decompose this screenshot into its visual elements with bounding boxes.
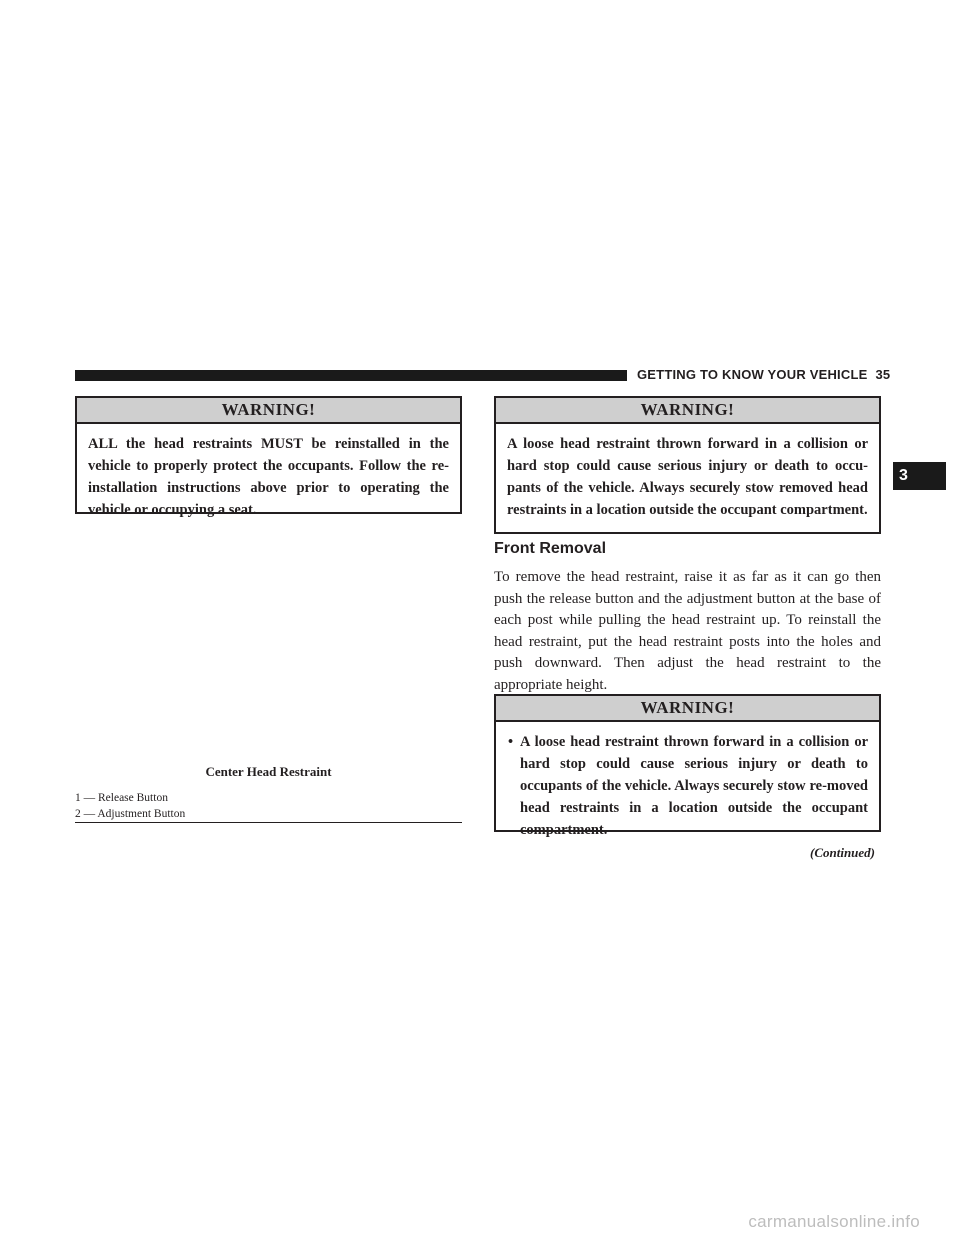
warning-title: WARNING! — [77, 398, 460, 424]
legend-item: 2 — Adjustment Button — [75, 808, 186, 820]
header-rule — [75, 370, 627, 381]
warning-text: ALL the head restraints MUST be reinstalled in the vehicle to properly protect the occupants. Follow the re-installation instructions above prior to operating the vehicle or occupying a seat. — [88, 436, 449, 518]
caption-rule — [75, 822, 462, 823]
bullet-glyph: • — [508, 734, 514, 750]
body-paragraph: To remove the head restraint, raise it as far as it can go then push the release button and the adjustment button at the base of each post while pulling the head restraint up. To reinstall the head restraint, put the head restraint posts into the holes and push downward. Then adjust the head restraint to the appropriate height. — [494, 569, 881, 693]
warning-title: WARNING! — [496, 696, 879, 722]
continued-note: (Continued) — [809, 845, 875, 860]
legend-item: 1 — Release Button — [75, 792, 168, 804]
warning-text: A loose head restraint thrown forward in a collision or hard stop could cause serious injury or death to occupants of the vehicle. Always securely stow re-moved head restraints in a location outside the occupant compartment. — [520, 734, 868, 838]
section-heading: Front Removal — [494, 540, 607, 557]
warning-box-reinstall — [75, 396, 462, 518]
page-number: 35 — [875, 367, 891, 382]
warning-box-loose-restraint — [494, 396, 881, 534]
watermark: carmanualsonline.info — [748, 1212, 920, 1231]
section-title: GETTING TO KNOW YOUR VEHICLE — [637, 367, 868, 382]
running-header — [637, 367, 890, 382]
warning-text: A loose head restraint thrown forward in a collision or hard stop could cause serious injury or death to occu-pants of the vehicle. Always securely stow removed head restraints in a location outside the occupant compartment. — [507, 436, 868, 518]
figure-caption-title: Center Head Restraint — [205, 764, 332, 779]
figure-legend — [75, 790, 185, 822]
chapter-tab: 3 — [893, 462, 946, 490]
warning-title: WARNING! — [496, 398, 879, 424]
warning-box-bulleted — [494, 694, 881, 838]
warning-bullet-item — [496, 722, 879, 850]
